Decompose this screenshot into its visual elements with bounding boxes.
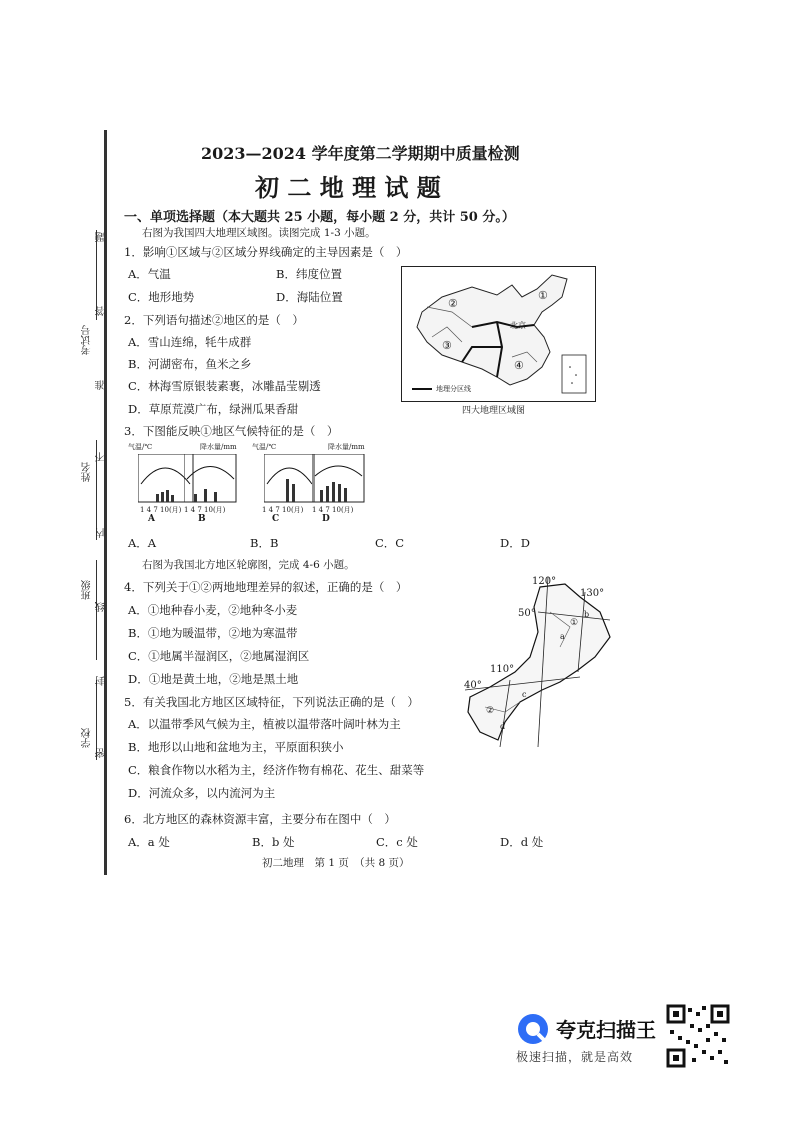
option[interactable]: D．d 处 xyxy=(500,835,544,849)
seal-word: 题 xyxy=(96,232,107,242)
longitude-label: 130° xyxy=(580,588,605,599)
option[interactable]: A．A xyxy=(128,536,157,550)
option[interactable]: B．b 处 xyxy=(252,835,295,849)
brand-name: 夸克扫描王 xyxy=(556,1018,656,1042)
option[interactable]: C．c 处 xyxy=(376,835,418,849)
option[interactable]: D．①地是黄土地，②地是黑土地 xyxy=(128,672,299,686)
region-label: ② xyxy=(448,297,458,310)
question-stem: 3．下图能反映①地区气候特征的是（ ） xyxy=(124,424,339,438)
option[interactable]: C．粮食作物以水稻为主，经济作物有棉花、花生、甜菜等 xyxy=(128,763,425,777)
option[interactable]: D．草原荒漠广布，绿洲瓜果香甜 xyxy=(128,402,299,416)
question-stem: 5．有关我国北方地区区域特征，下列说法正确的是（ ） xyxy=(124,695,419,709)
option[interactable]: C．C xyxy=(375,536,405,550)
page-number: 初二地理 第 1 页 （共 8 页） xyxy=(262,857,410,869)
chart-letter: A xyxy=(148,514,155,524)
seal-word: 准 xyxy=(96,380,107,390)
seal-word: 答 xyxy=(96,306,107,316)
seal-word: 封 xyxy=(96,676,107,686)
question-stem: 1．影响①区域与②区域分界线确定的主导因素是（ ） xyxy=(124,245,408,259)
axis-label: 气温/℃ xyxy=(128,443,153,451)
qr-code xyxy=(666,1004,730,1068)
seal-word: 不 xyxy=(96,452,107,462)
option[interactable]: A．a 处 xyxy=(128,835,170,849)
map-mark: ① xyxy=(570,618,579,628)
scanner-watermark xyxy=(516,1010,666,1070)
option[interactable]: D．河流众多，以内流河为主 xyxy=(128,786,276,800)
region-label: ③ xyxy=(442,339,452,352)
legend-text: 地理分区线 xyxy=(436,385,471,393)
option[interactable]: C．地形地势 xyxy=(128,290,195,304)
map-mark: a xyxy=(560,632,565,641)
option[interactable]: D．海陆位置 xyxy=(276,290,343,304)
name-label: 姓名 xyxy=(82,462,93,482)
school-label: 学校 xyxy=(82,728,93,748)
seal-word: 密 xyxy=(96,748,107,758)
latitude-label: 50° xyxy=(518,608,536,619)
climate-chart-d xyxy=(308,442,418,527)
quark-logo-icon xyxy=(516,1012,550,1046)
seal-word: 线 xyxy=(96,602,107,612)
option[interactable]: A．以温带季风气候为主，植被以温带落叶阔叶林为主 xyxy=(128,717,401,731)
option[interactable]: B．地形以山地和盆地为主，平原面积狭小 xyxy=(128,740,344,754)
option[interactable]: C．①地属半湿润区，②地属湿润区 xyxy=(128,649,310,663)
question-stem: 4．下列关于①②两地地理差异的叙述，正确的是（ ） xyxy=(124,580,408,594)
intro-text: 右图为我国四大地理区域图。读图完成 1-3 小题。 xyxy=(142,227,376,239)
map-caption: 四大地理区域图 xyxy=(462,406,526,416)
month-axis: 1 4 7 10(月) xyxy=(312,506,354,514)
north-china-map xyxy=(460,572,620,752)
option[interactable]: D．D xyxy=(500,536,530,550)
chart-letter: B xyxy=(198,514,206,524)
question-stem: 2．下列语句描述②地区的是（ ） xyxy=(124,313,304,327)
longitude-label: 120° xyxy=(532,576,557,587)
map-mark: ② xyxy=(486,706,495,716)
latitude-label: 40° xyxy=(464,680,482,691)
longitude-label: 110° xyxy=(490,664,515,675)
option[interactable]: A．①地种春小麦，②地种冬小麦 xyxy=(128,603,298,617)
chart-letter: D xyxy=(322,514,330,524)
axis-label: 降水量/mm xyxy=(200,443,237,451)
option[interactable]: B．①地为暖温带，②地为寒温带 xyxy=(128,626,298,640)
option[interactable]: B．B xyxy=(250,536,279,550)
axis-label: 气温/℃ xyxy=(252,443,277,451)
option[interactable]: C．林海雪原银装素裹，冰雕晶莹剔透 xyxy=(128,379,321,393)
exam-number-label: 考试号 xyxy=(82,325,93,355)
map-mark: b xyxy=(584,610,590,619)
exam-subtitle: 2023—2024 学年度第二学期期中质量检测 xyxy=(201,144,520,163)
brand-slogan: 极速扫描，就是高效 xyxy=(516,1050,634,1064)
option[interactable]: B．纬度位置 xyxy=(276,267,342,281)
option[interactable]: A．雪山连绵，牦牛成群 xyxy=(128,335,252,349)
seal-word: 内 xyxy=(96,528,107,538)
chart-letter: C xyxy=(272,514,280,524)
intro-text: 右图为我国北方地区轮廓图，完成 4-6 小题。 xyxy=(142,559,355,571)
option[interactable]: B．河湖密布，鱼米之乡 xyxy=(128,357,252,371)
map-mark: d xyxy=(500,722,506,731)
region-label: ④ xyxy=(514,359,524,372)
class-label: 班级 xyxy=(82,580,93,600)
page-title: 初 二 地 理 试 题 xyxy=(255,173,441,202)
map-mark: c xyxy=(522,690,527,699)
china-regions-map xyxy=(401,266,596,402)
month-axis: 1 4 7 10(月) xyxy=(262,506,304,514)
beijing-label: 北京 xyxy=(510,321,526,330)
month-axis: 1 4 7 10(月) xyxy=(184,506,226,514)
month-axis: 1 4 7 10(月) xyxy=(140,506,182,514)
question-stem: 6．北方地区的森林资源丰富，主要分布在图中（ ） xyxy=(124,812,396,826)
option[interactable]: A．气温 xyxy=(128,267,171,281)
axis-label: 降水量/mm xyxy=(328,443,365,451)
section-heading: 一、单项选择题（本大题共 25 小题，每小题 2 分，共计 50 分。） xyxy=(124,210,515,225)
region-label: ① xyxy=(538,289,548,302)
